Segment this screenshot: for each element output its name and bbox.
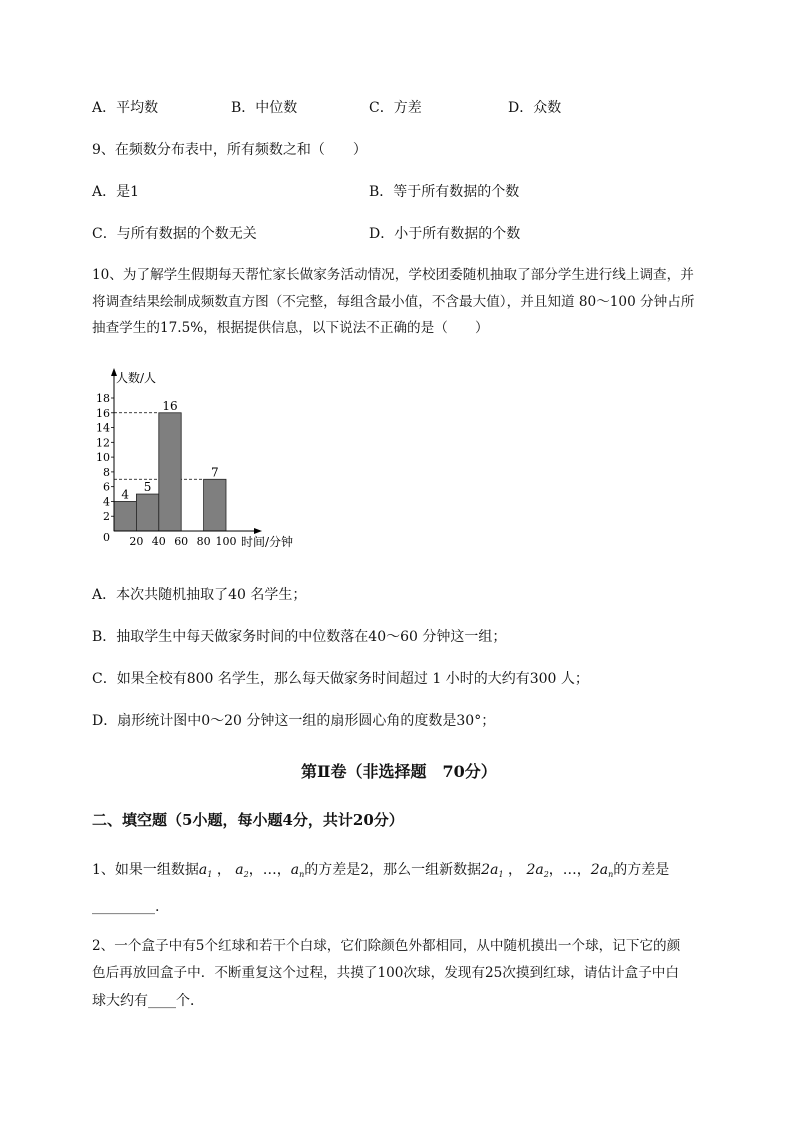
fill-q1-mid: 的方差是2，那么一组新数据 [304,862,482,878]
y-tick-label: 8 [103,465,110,479]
histogram-bar [136,494,158,531]
q10-option-d: D．扇形统计图中0～20 分钟这一组的扇形圆心角的度数是30°； [92,713,496,729]
origin-label: 0 [103,531,110,544]
q9-option-c: C．与所有数据的个数无关 [92,226,257,242]
x-tick-label: 20 [129,535,144,548]
y-tick-label: 16 [96,406,110,420]
fill-q1-2an: $2a_n$ [590,862,614,879]
x-axis-arrow [254,528,262,534]
bar-value-label: 16 [162,398,178,413]
fill-q1-a2: $a_2$ [235,862,249,879]
y-tick-label: 18 [96,392,110,405]
fill-q1-2a2: $2a_2$ [526,862,549,879]
section-heading: 二、填空题（5小题，每小题4分，共计20分） [92,811,404,829]
q9-option-d: D．小于所有数据的个数 [369,226,521,242]
bar-value-label: 5 [143,480,152,495]
q8-option-c: C．方差 [369,100,422,116]
q10-option-b: B．抽取学生中每天做家务时间的中位数落在40～60 分钟这一组； [92,629,507,645]
x-tick-label: 80 [196,535,211,548]
fill-q1-2a1: $2a_1$ [481,862,504,879]
x-tick-label: 100 [215,535,237,548]
q10-stem-line-1: 10、为了解学生假期每天帮忙家长做家务活动情况，学校团委随机抽取了部分学生进行线上调查，并 [92,267,694,283]
fill-q1-end: 的方差是 [613,862,670,878]
fill-q1-a1: $a_1$ [198,862,213,879]
q10-stem-line-3: 抽查学生的17.5%，根据提供信息，以下说法不正确的是（ ） [92,320,489,336]
y-tick-label: 2 [103,510,110,524]
q9-stem: 9、在频数分布表中，所有频数之和（ ） [92,142,367,158]
x-axis-label: 时间/分钟 [241,535,294,549]
x-tick-label: 60 [174,535,189,548]
y-tick-label: 10 [96,451,110,465]
y-tick-label: 14 [96,421,110,435]
q8-option-b: B．中位数 [231,100,298,116]
q8-option-d: D．众数 [508,100,562,116]
bar-value-label: 7 [210,465,219,480]
bar-value-label: 4 [121,487,130,502]
fill-q1: 1、如果一组数据$a_1$ ， $a_2$，…，$a_n$的方差是2，那么一组新数据$2a_1$ ， $2a_2$，…，$2a_n$的方差是 [92,862,670,879]
histogram-bar [159,413,181,531]
histogram-bar [114,501,136,531]
q8-option-a: A．平均数 [92,100,159,116]
fill-q2-line-3: 球大约有____个． [92,993,204,1009]
q9-option-b: B．等于所有数据的个数 [369,184,520,200]
q10-option-a: A．本次共随机抽取了40 名学生； [92,587,307,603]
y-axis-label: 人数/人 [116,371,157,385]
q10-stem-line-2: 将调查结果绘制成频数直方图（不完整，每组含最小值，不含最大值），并且知道 80～100 分钟占所 [92,294,695,310]
fill-q1-an: $a_n$ [290,862,305,879]
x-tick-label: 40 [151,535,166,548]
q9-option-a: A．是1 [92,184,140,200]
y-tick-label: 12 [96,436,110,450]
y-tick-label: 6 [103,480,110,494]
q10-option-c: C．如果全校有800 名学生，那么每天做家务时间超过 1 小时的大约有300 人； [92,671,589,687]
fill-q1-blank: _________. [92,899,160,915]
frequency-histogram [90,366,310,556]
fill-q2-line-2: 色后再放回盒子中．不断重复这个过程，共摸了100次球，发现有25次摸到红球，请估计盒子中白 [92,965,679,981]
fill-q2-line-1: 2、一个盒子中有5个红球和若干个白球，它们除颜色外都相同，从中随机摸出一个球，记下它的颜 [92,938,681,954]
part-ii-title: 第Ⅱ卷（非选择题 70分） [301,762,497,781]
fill-q1-prefix: 1、如果一组数据 [92,862,199,878]
histogram-bar [204,479,226,531]
y-tick-label: 4 [103,495,110,509]
